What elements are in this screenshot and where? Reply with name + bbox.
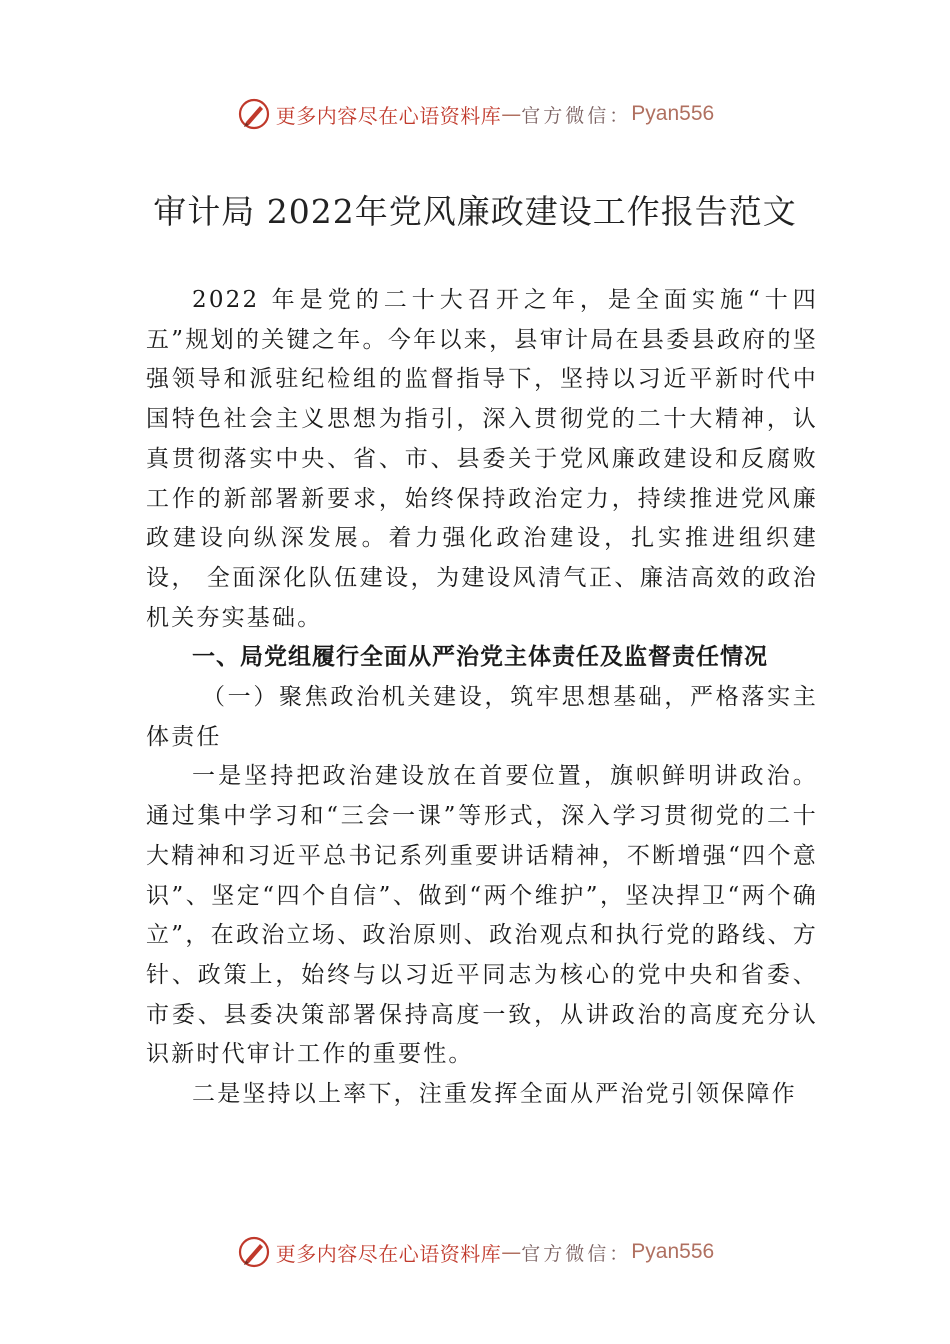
- page-title: 审计局 2022年党风廉政建设工作报告范文: [153, 192, 797, 231]
- pen-logo-icon: [236, 1234, 272, 1270]
- banner-wechat-id: Pyan556: [631, 102, 715, 125]
- section-heading: 一、局党组履行全面从严治党主体责任及监督责任情况: [192, 644, 768, 671]
- footer-watermark-banner: [0, 1232, 950, 1272]
- document-body: [146, 281, 818, 1115]
- intro-paragraph: 2022 年是党的二十大召开之年，是全面实施“十四五”规划的关键之年。今年以来，县审计局在县委县政府的坚强领导和派驻纪检组的监督指导下，坚持以习近平新时代中国特色社会主义思想为指引，深入贯彻党的二十大精神，认真贯彻落实中央、省、市、县委关于党风廉政建设和反腐败工作的新部署新要求，始终保持政治定力，持续推进党风廉政建设向纵深发展。着力强化政治建设，扎实推进组织建设， 全面深化队伍建设，为建设风清气正、廉洁高效的政治机关夯实基础。: [146, 287, 818, 631]
- body-paragraph: 二是坚持以上率下，注重发挥全面从严治党引领保障作: [192, 1081, 797, 1108]
- header-watermark-banner: [0, 94, 950, 134]
- banner-text: 更多内容尽在心语资料库: [275, 103, 502, 128]
- body-paragraph: 一是坚持把政治建设放在首要位置，旗帜鲜明讲政治。通过集中学习和“三会一课”等形式，深入学习贯彻党的二十大精神和习近平总书记系列重要讲话精神，不断增强“四个意识”、坚定“四个自信”、做到“两个维护”，坚决捍卫“两个确立”，在政治立场、政治原则、政治观点和执行党的路线、方针、政策上，始终与以习近平同志为核心的党中央和省委、市委、县委决策部署保持高度一致，从讲政治的高度充分认识新时代审计工作的重要性。: [146, 763, 818, 1068]
- banner-wechat-id: Pyan556: [631, 1240, 715, 1263]
- subsection-heading: （一）聚焦政治机关建设，筑牢思想基础，严格落实主体责任: [146, 684, 818, 750]
- banner-text: 更多内容尽在心语资料库: [275, 1241, 502, 1266]
- banner-wechat-label: 官方微信：: [521, 104, 632, 127]
- pen-logo-icon: [236, 96, 272, 132]
- banner-dash: —: [501, 1240, 522, 1264]
- banner-wechat-label: 官方微信：: [521, 1242, 632, 1265]
- banner-dash: —: [501, 102, 522, 126]
